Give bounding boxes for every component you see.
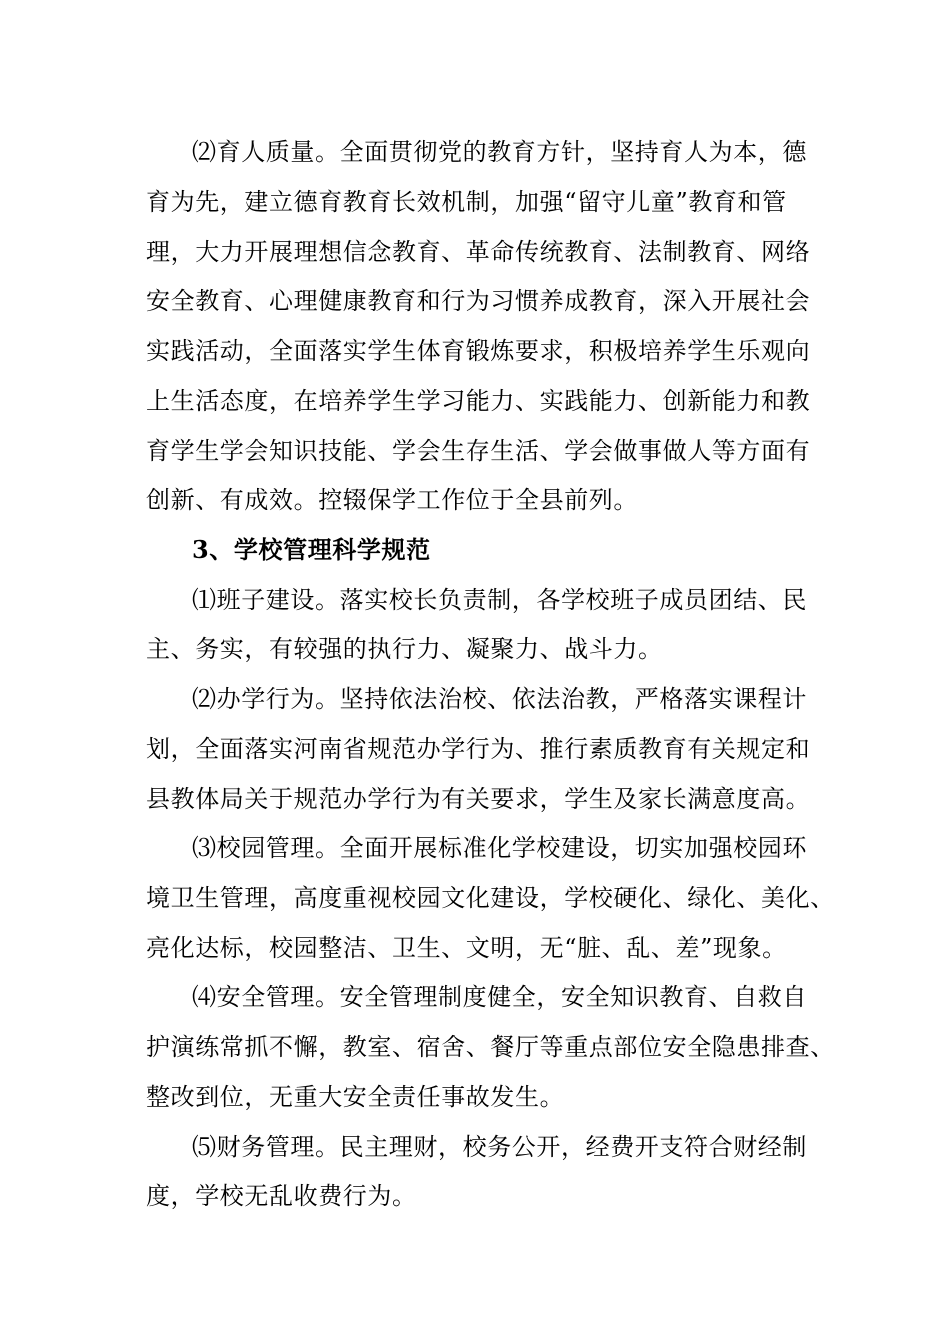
paragraph-2-line-4: 安全教育、心理健康教育和行为习惯养成教育，深入开展社会: [146, 287, 811, 315]
paragraph-2-line-8: 创新、有成效。控辍保学工作位于全县前列。: [146, 486, 638, 514]
paragraph-3-line-2: 境卫生管理，高度重视校园文化建设，学校硬化、绿化、美化、: [146, 884, 835, 912]
paragraph-2b-line-2: 划，全面落实河南省规范办学行为、推行素质教育有关规定和: [146, 735, 811, 763]
paragraph-4-line-3: 整改到位，无重大安全责任事故发生。: [146, 1083, 565, 1111]
paragraph-1-line-2: 主、务实，有较强的执行力、凝聚力、战斗力。: [146, 635, 663, 663]
paragraph-2-line-5: 实践活动，全面落实学生体育锻炼要求，积极培养学生乐观向: [146, 337, 811, 365]
paragraph-1-line-1: ⑴班子建设。落实校长负责制，各学校班子成员团结、民: [192, 586, 807, 614]
section-heading: 3、学校管理科学规范: [192, 535, 431, 564]
paragraph-2-line-7: 育学生学会知识技能、学会生存生活、学会做事做人等方面有: [146, 437, 811, 465]
paragraph-2-line-1: ⑵育人质量。全面贯彻党的教育方针，坚持育人为本，德: [192, 138, 807, 166]
paragraph-2b-line-3: 县教体局关于规范办学行为有关要求，学生及家长满意度高。: [146, 785, 811, 813]
paragraph-3-line-3: 亮化达标，校园整洁、卫生、文明，无“脏、乱、差”现象。: [146, 934, 787, 962]
paragraph-4-line-2: 护演练常抓不懈，教室、宿舍、餐厅等重点部位安全隐患排查、: [146, 1033, 835, 1061]
paragraph-2-line-6: 上生活态度，在培养学生学习能力、实践能力、创新能力和教: [146, 387, 811, 415]
paragraph-4-line-1: ⑷安全管理。安全管理制度健全，安全知识教育、自救自: [192, 983, 807, 1011]
paragraph-2b-line-1: ⑵办学行为。坚持依法治校、依法治教，严格落实课程计: [192, 685, 807, 713]
paragraph-5-line-1: ⑸财务管理。民主理财，校务公开，经费开支符合财经制: [192, 1133, 807, 1161]
paragraph-2-line-2: 育为先，建立德育教育长效机制，加强“留守儿童”教育和管: [146, 188, 787, 216]
paragraph-3-line-1: ⑶校园管理。全面开展标准化学校建设，切实加强校园环: [192, 834, 807, 862]
paragraph-2-line-3: 理，大力开展理想信念教育、革命传统教育、法制教育、网络: [146, 238, 811, 266]
paragraph-5-line-2: 度，学校无乱收费行为。: [146, 1182, 417, 1210]
